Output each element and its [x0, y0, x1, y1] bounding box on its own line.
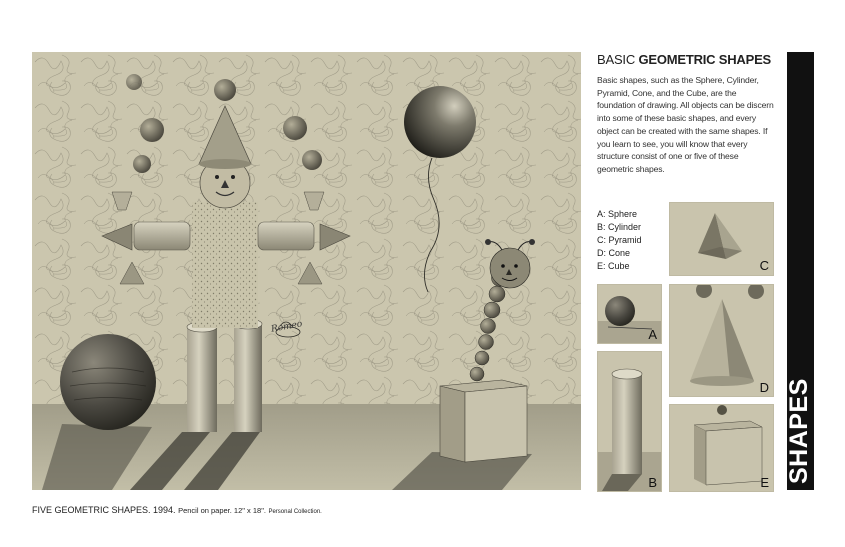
legend-item: [597, 221, 642, 234]
main-drawing: [32, 52, 581, 490]
legend-key: A:: [597, 209, 606, 219]
legend-name: Cone: [608, 248, 631, 258]
side-title-label: SHAPES: [784, 378, 813, 484]
legend-name: Cylinder: [608, 222, 642, 232]
shape-legend: [597, 208, 642, 273]
caption-medium: Pencil on paper. 12" x 18".: [178, 506, 266, 515]
thumbnail-cone: [669, 284, 774, 397]
legend-item: [597, 208, 642, 221]
legend-item: [597, 247, 642, 260]
legend-key: B:: [597, 222, 606, 232]
artist-signature: Romeo: [270, 319, 304, 335]
legend-item: [597, 260, 642, 273]
side-title-bar: [784, 52, 814, 490]
legend-name: Cube: [608, 261, 630, 271]
thumbnail-pyramid: [669, 202, 774, 276]
thumb-letter-b: B: [648, 475, 657, 490]
thumbnail-cube: [669, 404, 774, 492]
legend-name: Sphere: [608, 209, 638, 219]
caption-title: FIVE GEOMETRIC SHAPES. 1994.: [32, 505, 176, 515]
thumbnail-sphere: [597, 284, 662, 344]
caption-collection: Personal Collection.: [268, 509, 322, 515]
legend-key: C:: [597, 235, 606, 245]
figure-caption: [32, 505, 322, 515]
legend-name: Pyramid: [608, 235, 642, 245]
intro-paragraph: Basic shapes, such as the Sphere, Cylinder, Pyramid, Cone, and the Cube, are the foundation of drawing. All objects can be discern into some of these basic shapes, and every object can be created with the same shapes. If you learn to see, you will know that every structure consist of one or five of these geometric shapes.: [597, 75, 774, 174]
thumb-letter-d: D: [759, 380, 769, 395]
legend-item: [597, 234, 642, 247]
section-heading: [597, 52, 771, 67]
legend-key: D:: [597, 248, 606, 258]
thumb-letter-e: E: [760, 475, 769, 490]
heading-prefix: BASIC: [597, 52, 636, 67]
thumbnail-cylinder: [597, 351, 662, 492]
thumb-letter-a: A: [648, 327, 657, 342]
thumb-letter-c: C: [759, 258, 769, 273]
heading-bold: GEOMETRIC SHAPES: [638, 52, 772, 67]
legend-key: E:: [597, 261, 606, 271]
